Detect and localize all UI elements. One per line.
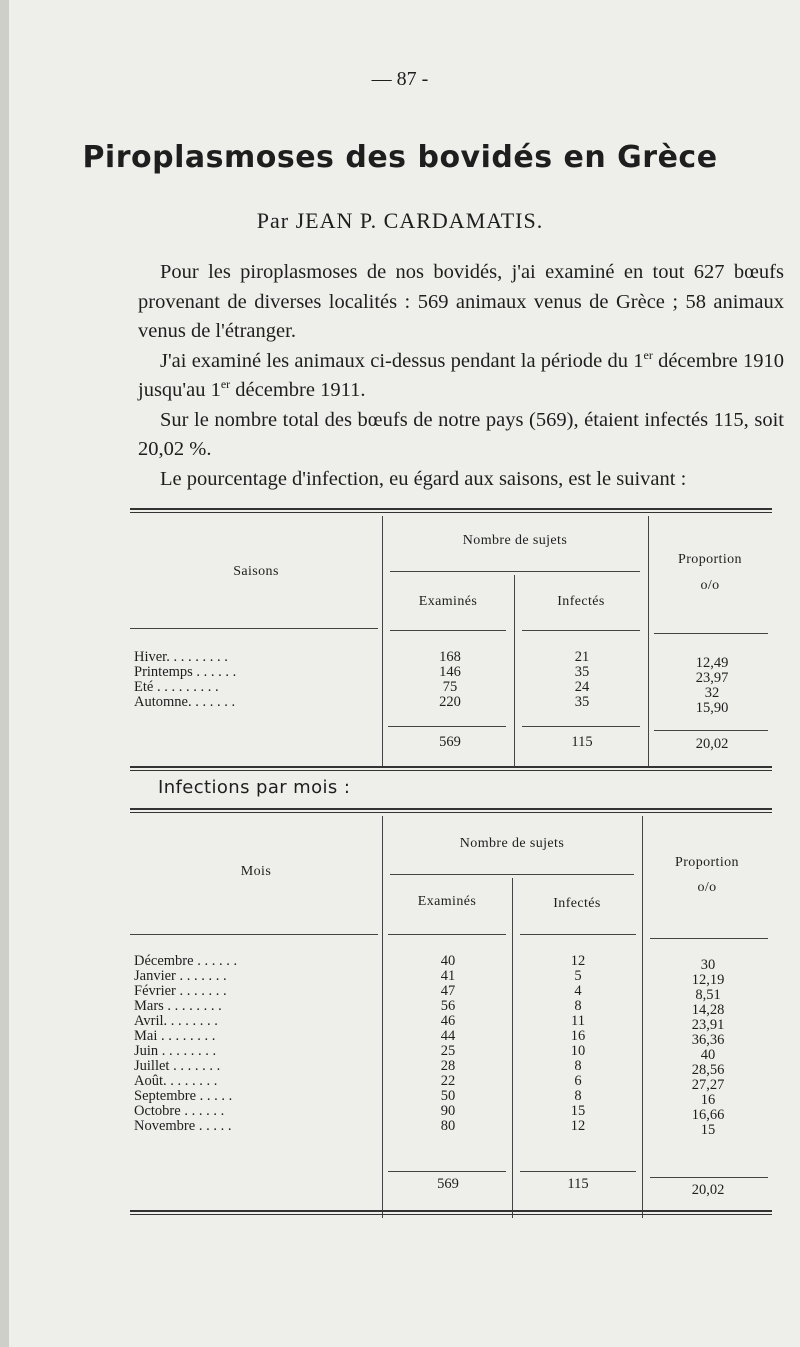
table-cell: Automne. . . . . . .	[134, 694, 236, 710]
header-group: Nombre de sujets	[459, 836, 565, 851]
table-cell: Mars . . . . . . . .	[134, 998, 222, 1014]
season-examined	[402, 650, 498, 710]
table-cell: 47	[440, 983, 456, 999]
table-cell: 12	[570, 953, 586, 969]
table-cell: 50	[440, 1088, 456, 1104]
table-cell: Hiver. . . . . . . . .	[134, 649, 228, 665]
article-body	[138, 258, 784, 494]
table-cell: 80	[440, 1118, 456, 1134]
table-cell: 41	[440, 968, 456, 984]
table-cell: Février . . . . . . .	[134, 983, 227, 999]
seasons-table	[130, 508, 772, 770]
table-cell: 16	[700, 1092, 716, 1108]
table-cell: 90	[440, 1103, 456, 1119]
table-cell: 40	[700, 1047, 716, 1063]
header-examined: Examinés	[418, 594, 478, 609]
table-cell: Janvier . . . . . . .	[134, 968, 227, 984]
months-table	[130, 808, 772, 1223]
table-cell: 8	[574, 998, 582, 1014]
table-cell: Novembre . . . . .	[134, 1118, 232, 1134]
table-cell: 15,90	[695, 700, 729, 716]
table-cell: 28	[440, 1058, 456, 1074]
table-cell: 5	[574, 968, 582, 984]
table-cell: 16	[570, 1028, 586, 1044]
table-cell: 8	[574, 1058, 582, 1074]
table-cell: Juillet . . . . . . .	[134, 1058, 221, 1074]
table-cell: 4	[574, 983, 582, 999]
season-total-examined: 569	[439, 734, 461, 750]
month-total-infected: 115	[567, 1176, 589, 1192]
paragraph-3: Sur le nombre total des bœufs de notre pays (569), étaient infectés 115, soit 20,02 %.	[138, 408, 784, 460]
table-cell: Octobre . . . . . .	[134, 1103, 225, 1119]
table-cell: 12,19	[691, 972, 725, 988]
table-cell: 32	[704, 685, 720, 701]
month-total-proportion: 20,02	[691, 1182, 725, 1198]
table-cell: 46	[440, 1013, 456, 1029]
months-subheading: Infections par mois :	[158, 777, 351, 798]
table-cell: 24	[574, 679, 590, 695]
table-cell: 168	[439, 649, 461, 665]
table-cell: 10	[570, 1043, 586, 1059]
table-cell: 28,56	[691, 1062, 725, 1078]
table-cell: 21	[574, 649, 590, 665]
header-proportion: Proportion	[675, 855, 739, 870]
table-cell: 23,91	[691, 1017, 725, 1033]
header-infected: Infectés	[553, 896, 601, 911]
table-cell: Printemps . . . . . .	[134, 664, 237, 680]
header-proportion-unit: o/o	[700, 578, 720, 593]
table-cell: 27,27	[691, 1077, 725, 1093]
table-cell: 30	[700, 957, 716, 973]
table-cell: 12	[570, 1118, 586, 1134]
season-infected	[534, 650, 630, 710]
table-cell: Septembre . . . . .	[134, 1088, 233, 1104]
month-proportion	[658, 958, 758, 1138]
table-cell: 6	[574, 1073, 582, 1089]
table-cell: 12,49	[695, 655, 729, 671]
page-number: — 87 -	[371, 68, 429, 90]
table-cell: 40	[440, 953, 456, 969]
article-title: Piroplasmoses des bovidés en Grèce	[82, 140, 718, 175]
table-cell: Décembre . . . . . .	[134, 953, 238, 969]
header-label: Mois	[240, 864, 272, 879]
header-proportion: Proportion	[678, 552, 742, 567]
table-cell: 8,51	[695, 987, 721, 1003]
table-cell: 16,66	[691, 1107, 725, 1123]
season-total-proportion: 20,02	[695, 736, 729, 752]
month-examined	[400, 954, 496, 1134]
month-total-examined: 569	[437, 1176, 459, 1192]
header-examined: Examinés	[417, 894, 477, 909]
paragraph-1: Pour les piroplasmoses de nos bovidés, j'ai examiné en tout 627 bœufs provenant de diverses localités : 569 animaux venus de Grèce ; 58 animaux venus de l'étranger.	[138, 261, 784, 342]
table-cell: Eté . . . . . . . . .	[134, 679, 219, 695]
table-cell: Juin . . . . . . . .	[134, 1043, 217, 1059]
table-cell: 14,28	[691, 1002, 725, 1018]
table-cell: 15	[570, 1103, 586, 1119]
table-cell: 35	[574, 694, 590, 710]
header-proportion-unit: o/o	[697, 880, 717, 895]
header-infected: Infectés	[557, 594, 605, 609]
author-byline: Par JEAN P. CARDAMATIS.	[256, 208, 544, 233]
table-cell: 44	[440, 1028, 456, 1044]
month-labels	[134, 954, 380, 1134]
paragraph-4: Le pourcentage d'infection, eu égard aux saisons, est le suivant :	[160, 467, 687, 490]
paragraph-2: J'ai examiné les animaux ci-dessus pendant la période du 1er décembre 1910 jusqu'au 1er décembre 1911.	[138, 347, 784, 401]
season-total-infected: 115	[571, 734, 593, 750]
table-cell: 22	[440, 1073, 456, 1089]
month-infected	[530, 954, 626, 1134]
table-cell: 56	[440, 998, 456, 1014]
table-cell: 25	[440, 1043, 456, 1059]
table-cell: Août. . . . . . . .	[134, 1073, 218, 1089]
season-proportion	[664, 656, 760, 716]
table-cell: 35	[574, 664, 590, 680]
table-cell: 8	[574, 1088, 582, 1104]
page-edge	[0, 0, 9, 1347]
table-cell: 220	[439, 694, 461, 710]
table-cell: 15	[700, 1122, 716, 1138]
table-cell: Avril. . . . . . . .	[134, 1013, 218, 1029]
table-cell: 23,97	[695, 670, 729, 686]
header-group: Nombre de sujets	[462, 533, 568, 548]
table-cell: Mai . . . . . . . .	[134, 1028, 216, 1044]
table-cell: 11	[571, 1013, 585, 1029]
table-cell: 36,36	[691, 1032, 725, 1048]
header-label: Saisons	[233, 564, 279, 579]
table-cell: 75	[442, 679, 458, 695]
season-labels	[134, 650, 380, 710]
table-cell: 146	[439, 664, 461, 680]
